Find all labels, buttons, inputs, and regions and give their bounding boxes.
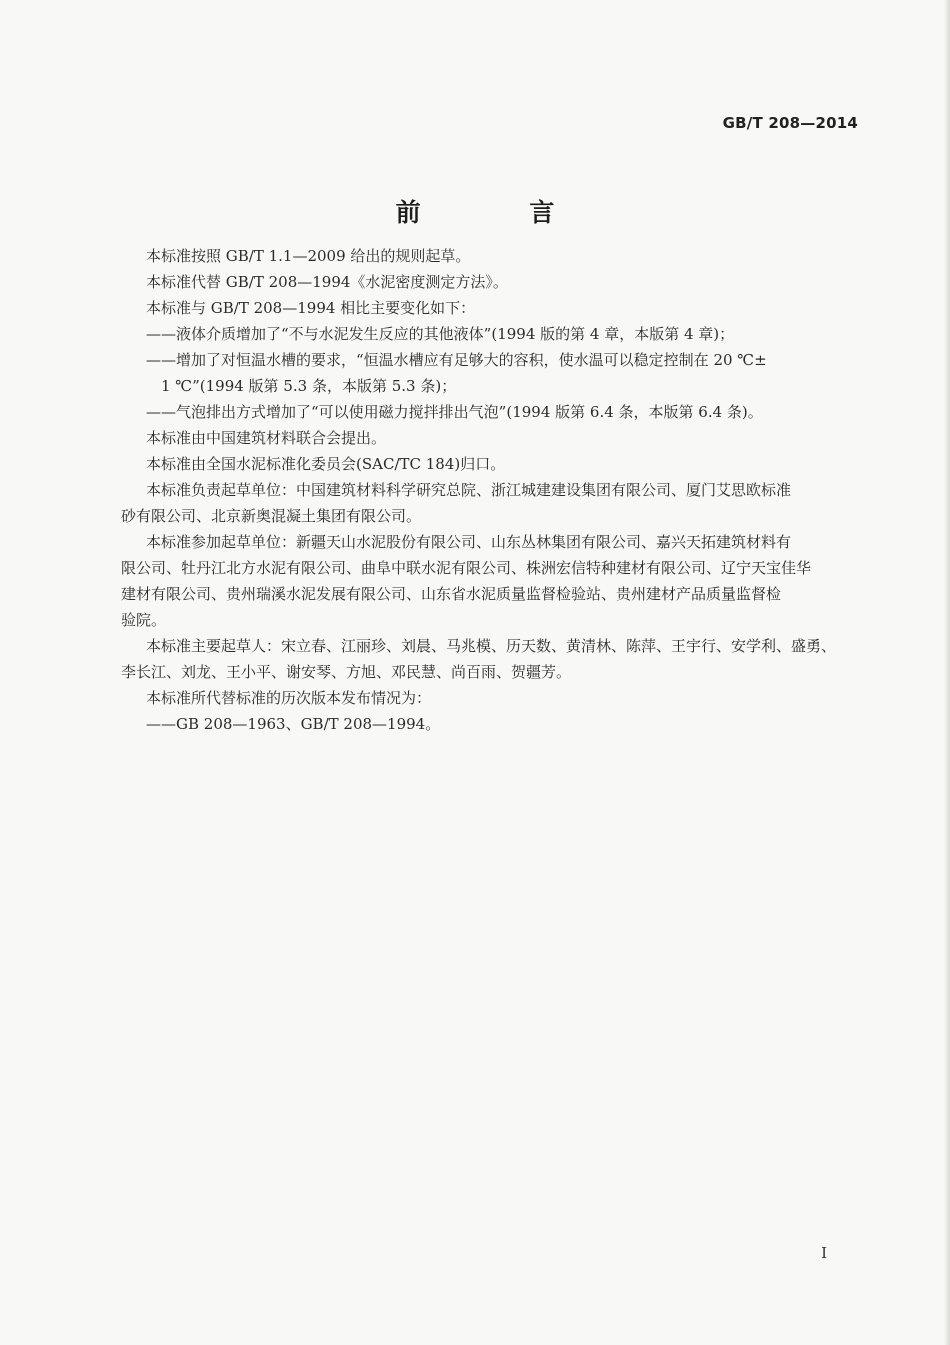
change-item-water-bath-cont: 1 ℃”(1994 版第 5.3 条，本版第 5.3 条)； [161,377,457,395]
paragraph-lead-drafters: 本标准负责起草单位：中国建筑材料科学研究总院、浙江城建建设集团有限公司、厦门艾思欧标准 [146,481,792,499]
paragraph-lead-drafters-cont: 砂有限公司、北京新奥混凝土集团有限公司。 [121,507,422,525]
paragraph-drafting-rules: 本标准按照 GB/T 1.1—2009 给出的规则起草。 [146,247,471,265]
page-number: I [821,1244,827,1262]
change-item-liquid: ——液体介质增加了“不与水泥发生反应的其他液体”(1994 版的第 4 章，本版第 4 章)； [146,325,735,343]
foreword-body [121,243,853,737]
paragraph-history-intro: 本标准所代替标准的历次版本发布情况为： [146,689,432,707]
page-title: 前 言 [395,198,605,227]
paragraph-replaces: 本标准代替 GB/T 208—1994《水泥密度测定方法》。 [146,273,508,291]
standard-code: GB/T 208—2014 [722,114,858,132]
change-item-water-bath: ——增加了对恒温水槽的要求，“恒温水槽应有足够大的容积，使水温可以稳定控制在 20 ℃± [146,351,767,369]
paragraph-centralized-by: 本标准由全国水泥标准化委员会(SAC/TC 184)归口。 [146,455,506,473]
paragraph-participating-units-cont3: 验院。 [121,611,167,629]
paragraph-proposed-by: 本标准由中国建筑材料联合会提出。 [146,429,387,447]
paragraph-main-drafters: 本标准主要起草人：宋立春、江丽珍、刘晨、马兆模、历天数、黄清林、陈萍、王宇行、安学利、盛勇、 [146,637,837,655]
paragraph-participating-units-cont1: 限公司、牡丹江北方水泥有限公司、曲阜中联水泥有限公司、株洲宏信特种建材有限公司、辽宁天宝佳华 [121,559,812,577]
paragraph-changes-intro: 本标准与 GB/T 208—1994 相比主要变化如下： [146,299,476,317]
change-item-bubbles: ——气泡排出方式增加了“可以使用磁力搅拌排出气泡”(1994 版第 6.4 条，本版第 6.4 条)。 [146,403,763,421]
paragraph-participating-units: 本标准参加起草单位：新疆天山水泥股份有限公司、山东丛林集团有限公司、嘉兴天拓建筑材料有 [146,533,792,551]
paragraph-history-versions: ——GB 208—1963、GB/T 208—1994。 [146,715,441,733]
paragraph-main-drafters-cont: 李长江、刘龙、王小平、谢安琴、方旭、邓民慧、尚百雨、贺疆芳。 [121,663,572,681]
paragraph-participating-units-cont2: 建材有限公司、贵州瑞溪水泥发展有限公司、山东省水泥质量监督检验站、贵州建材产品质量监督检 [121,585,782,603]
